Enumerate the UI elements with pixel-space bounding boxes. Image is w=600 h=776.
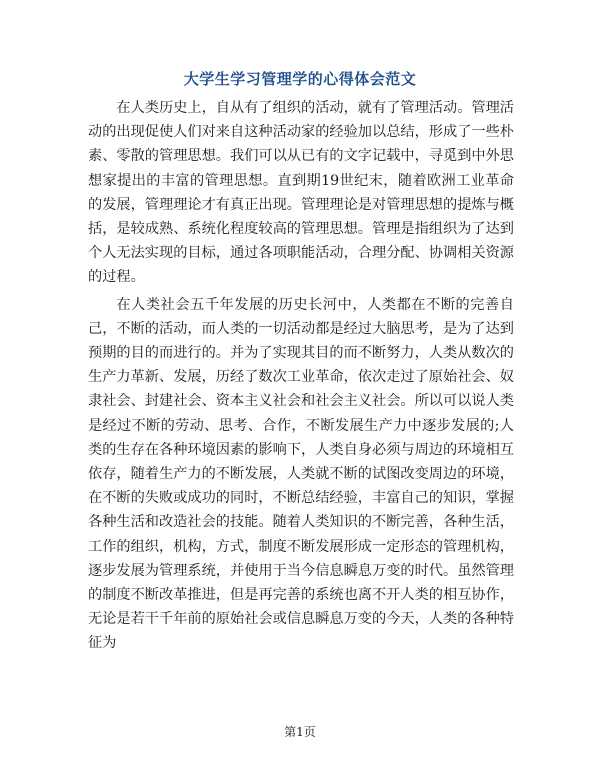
paragraph-1: 在人类历史上，自从有了组织的活动，就有了管理活动。管理活动的出现促使人们对来自这种活动家的经验加以总结，形成了一些朴素、零散的管理思想。我们可以从已有的文字记载中，寻觅到中外思想家提出的丰富的管理思想。直到期19世纪末，随着欧洲工业革命的发展，管理理论才有真正出现。管理理论是对管理思想的提炼与概括，是较成熟、系统化程度较高的管理思想。管理是指组织为了达到个人无法实现的目标，通过各项职能活动，合理分配、协调相关资源的过程。	[88, 100, 514, 286]
document-title: 大学生学习管理学的心得体会范文	[183, 70, 417, 88]
document-body	[88, 96, 514, 659]
page-number: 第1页	[284, 725, 316, 739]
paragraph-2: 在人类社会五千年发展的历史长河中，人类都在不断的完善自己，不断的活动，而人类的一切活动都是经过大脑思考，是为了达到预期的目的而进行的。并为了实现其目的而不断努力，人类从数次的生产力革新、发展，历经了数次工业革命，依次走过了原始社会、奴隶社会、封建社会、资本主义社会和社会主义社会。所以可以说人类是经过不断的劳动、思考、合作，不断发展生产力中逐步发展的;人类的生存在各种环境因素的影响下，人类自身必须与周边的环境相互依存，随着生产力的不断发展，人类就不断的试图改变周边的环境，在不断的失败或成功的同时，不断总结经验，丰富自己的知识，掌握各种生活和改造社会的技能。随着人类知识的不断完善，各种生活，工作的组织，机构，方式，制度不断发展形成一定形态的管理机构，逐步发展为管理系统，并使用于当今信息瞬息万变的时代。虽然管理的制度不断改革推进，但是再完善的系统也离不开人类的相互协作，无论是若干千年前的原始社会或信息瞬息万变的今天，人类的各种特征为	[88, 296, 514, 652]
